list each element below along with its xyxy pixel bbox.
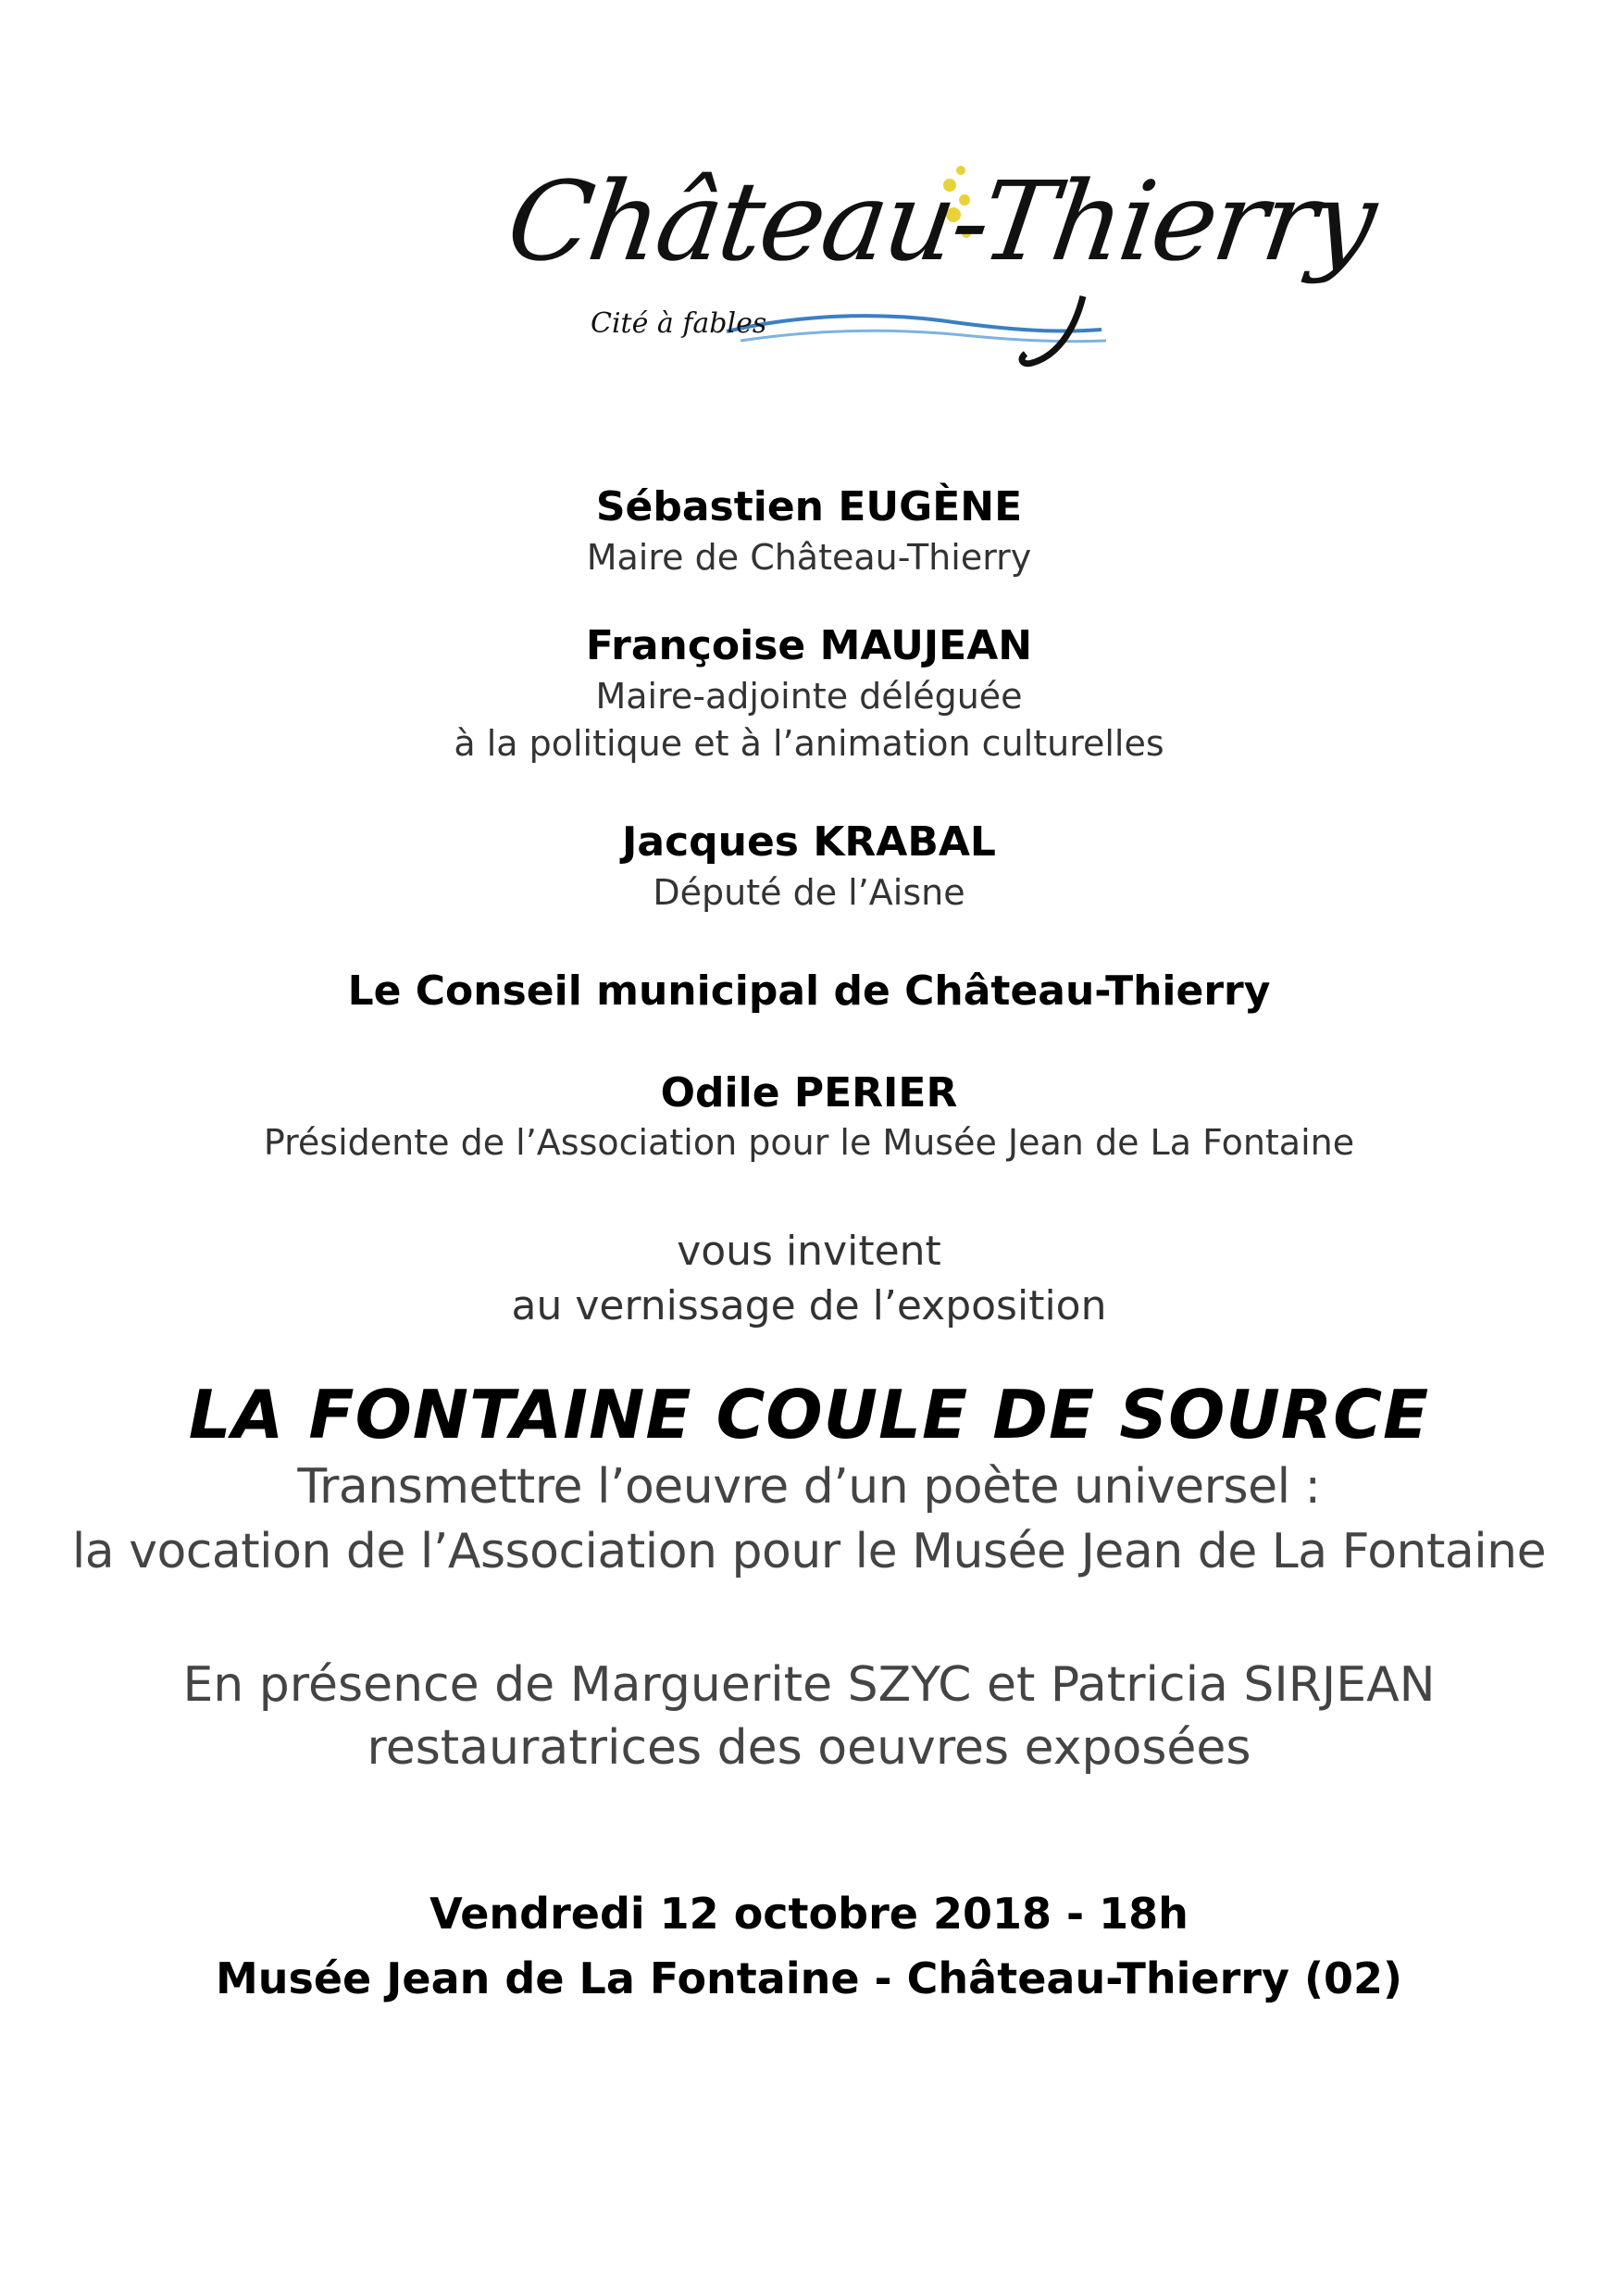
invitation-line1: vous invitent xyxy=(677,1228,941,1275)
presence-line2: restauratrices des oeuvres exposées xyxy=(367,1720,1251,1776)
presence-line1: En présence de Marguerite SZYC et Patricia SIRJEAN xyxy=(182,1657,1436,1713)
exhibition-subtitle-line1: Transmettre l’oeuvre d’un poète universel : xyxy=(297,1459,1321,1515)
event-place: Musée Jean de La Fontaine - Château-Thierry (02) xyxy=(215,1953,1403,2003)
exhibition-subtitle-line2: la vocation de l’Association pour le Musée Jean de La Fontaine xyxy=(71,1524,1547,1579)
host-name-deputy-mayor: Françoise MAUJEAN xyxy=(585,622,1033,669)
host-role-deputy: Député de l’Aisne xyxy=(653,872,965,913)
host-role-mayor: Maire de Château-Thierry xyxy=(586,537,1032,578)
host-name-council: Le Conseil municipal de Château-Thierry xyxy=(347,967,1271,1015)
logo-tagline: Cité à fables xyxy=(591,307,767,340)
host-role-deputy-mayor-line1: Maire-adjointe déléguée xyxy=(595,676,1023,717)
logo-wordmark: Château-Thierry xyxy=(500,157,1382,285)
host-name-president: Odile PERIER xyxy=(660,1069,958,1117)
invitation-line2: au vernissage de l’exposition xyxy=(511,1282,1107,1329)
host-name-mayor: Sébastien EUGÈNE xyxy=(595,483,1023,530)
host-name-deputy: Jacques KRABAL xyxy=(622,818,996,866)
event-date: Vendredi 12 octobre 2018 - 18h xyxy=(429,1889,1189,1939)
host-role-deputy-mayor-line2: à la politique et à l’animation culturelles xyxy=(454,723,1164,764)
host-role-president: Présidente de l’Association pour le Musée Jean de La Fontaine xyxy=(263,1122,1355,1163)
exhibition-title: LA FONTAINE COULE DE SOURCE xyxy=(188,1376,1430,1454)
chateau-thierry-logo xyxy=(491,157,1382,380)
